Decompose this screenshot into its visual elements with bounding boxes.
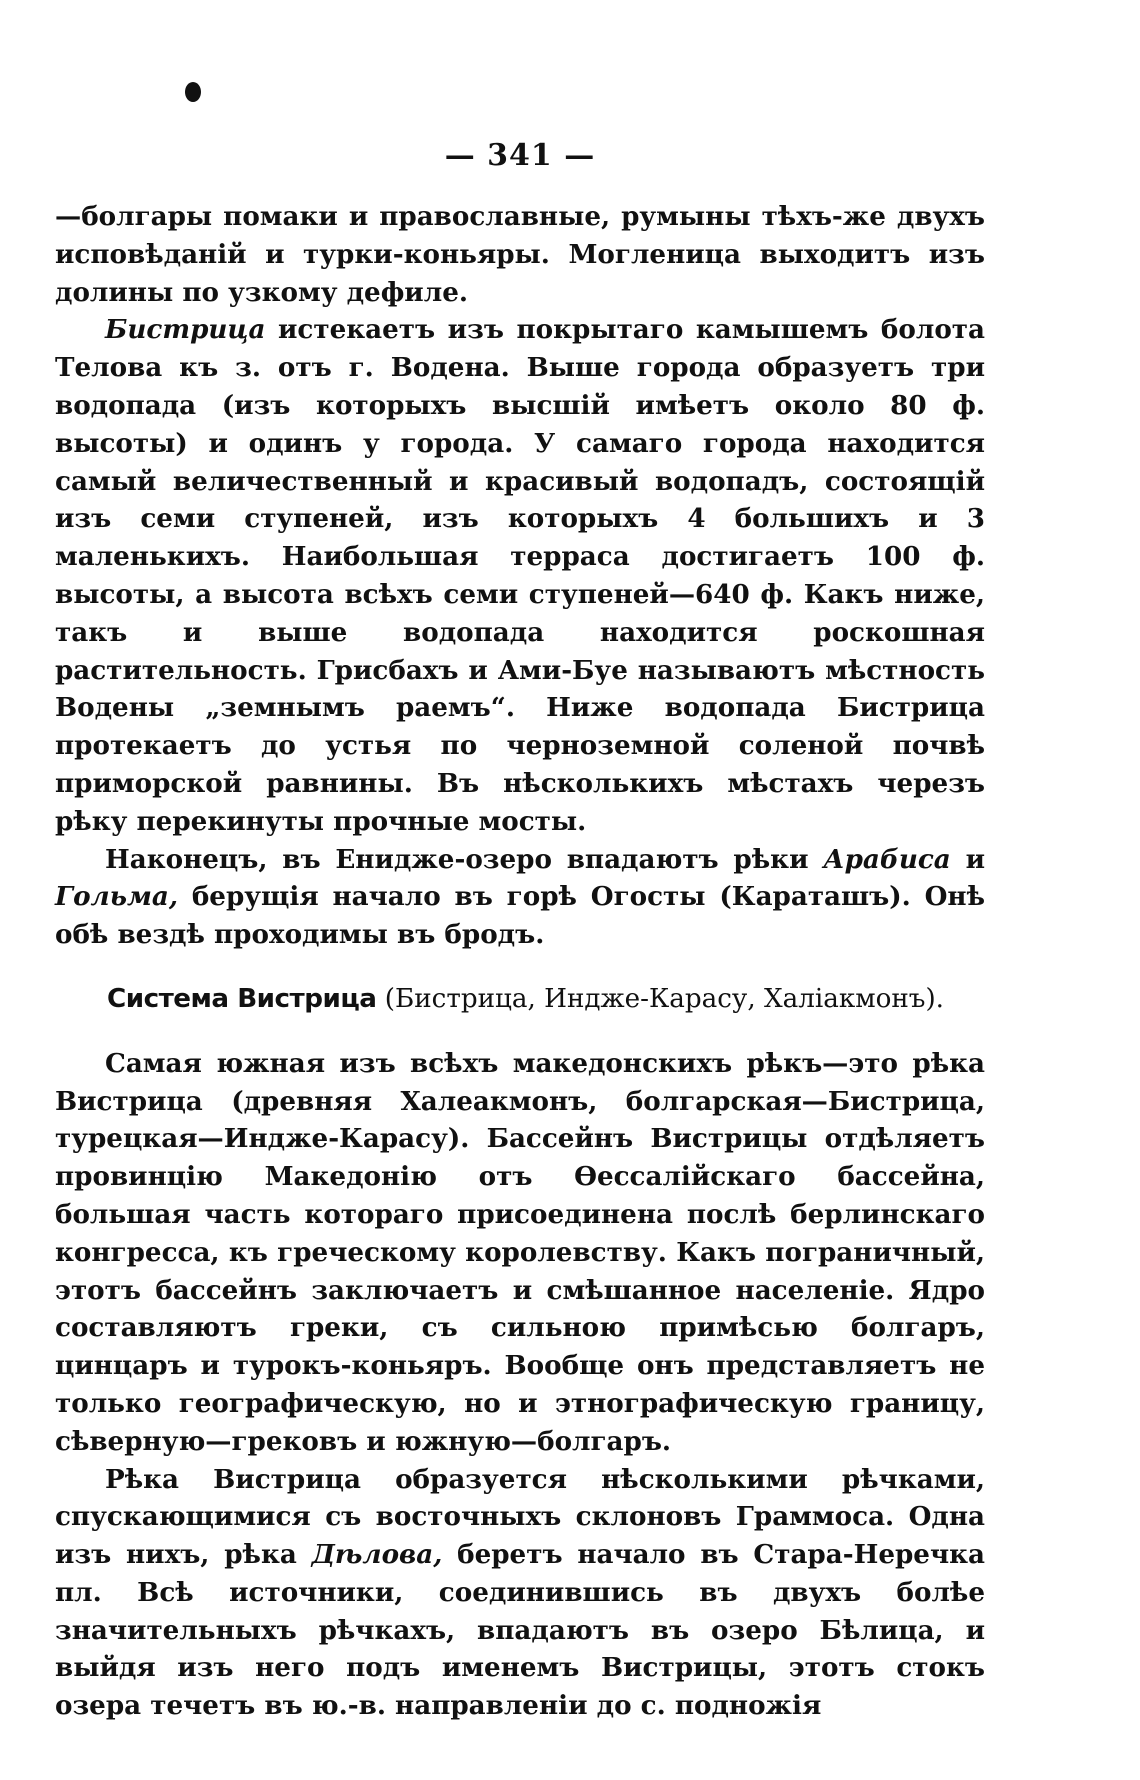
page-number: — 341 — [444,138,596,173]
document-page [55,0,985,1780]
paragraph-2-text: истекаетъ изъ покрытаго камышемъ болота Телова къ з. отъ г. Водена. Выше города образуетъ три водопада (изъ которыхъ высшій имѣетъ около 80 ф. высоты) и одинъ у города. У самаго города находится самый величественный и красивый водопадъ, состоящій изъ семи ступеней, изъ которыхъ 4 большихъ и 3 маленькихъ. Наибольшая терраса достигаетъ 100 ф. высоты, а высота всѣхъ семи ступеней—640 ф. Какъ ниже, такъ и выше водопада находится роскошная растительность. Грисбахъ и Ами-Буе называютъ мѣстность Водены „земнымъ раемъ“. Ниже водопада Бистрица протекаетъ до устья по черноземной соленой почвѣ приморской равнины. Въ нѣсколькихъ мѣстахъ черезъ рѣку перекинуты прочные мосты. [55,314,985,837]
paragraph-3-part2: и [950,843,985,875]
paragraph-3-part1: Наконецъ, въ Енидже-озеро впадаютъ рѣки [105,843,824,875]
river-name-delova: Дѣлова, [311,1539,443,1571]
paragraph-1-text: —болгары помаки и православные, румыны тѣхъ-же двухъ исповѣданій и турки-коньяры. Могленица выходитъ изъ долины по узкому дефиле. [55,201,985,308]
section-subtitle: (Бистрица, Индже-Карасу, Халіакмонъ). [376,983,945,1014]
paragraph-4-text: Самая южная изъ всѣхъ македонскихъ рѣкъ—это рѣка Вистрица (древняя Халеакмонъ, болгарская—Бистрица, турецкая—Индже-Карасу). Бассейнъ Вистрицы отдѣляетъ провинцію Македонію отъ Ѳессалійскаго бассейна, большая часть котораго присоединена послѣ берлинскаго конгресса, къ греческому королевству. Какъ пограничный, этотъ бассейнъ заключаетъ и смѣшанное населеніе. Ядро составляютъ греки, съ сильною примѣсью болгаръ, цинцаръ и турокъ-коньяръ. Вообще онъ представляетъ не только географическую, но и этнографическую границу, сѣверную—грековъ и южную—болгаръ. [55,1047,985,1457]
paragraph-2 [55,311,985,840]
paragraph-5 [55,1461,985,1726]
ink-blot [185,82,201,102]
river-name-arabisa: Арабиса [823,843,951,875]
paragraph-5-part2: беретъ начало въ Стара-Неречка пл. Всѣ источники, соединившись въ двухъ болѣе значительныхъ рѣчкахъ, впадаютъ въ озеро Бѣлица, и выйдя изъ него подъ именемъ Вистрицы, этотъ стокъ озера течетъ въ ю.-в. направленіи до с. подножія [55,1539,986,1722]
paragraph-4 [55,1045,985,1461]
river-name-golma: Гольма, [55,881,178,913]
section-title: Система Вистрица [107,983,377,1014]
paragraph-5-part1: Рѣка Вистрица образуется нѣсколькими рѣчками, спускающимися съ восточныхъ склоновъ Граммоса. Одна изъ нихъ, рѣка [55,1463,985,1571]
river-name-bistrica: Бистрица [105,314,266,346]
body-text [55,198,985,1725]
paragraph-3 [55,841,985,954]
paragraph-1 [55,198,985,311]
paragraph-3-part3: берущія начало въ горѣ Огосты (Караташъ). Онѣ обѣ вездѣ проходимы въ бродъ. [55,881,985,951]
section-heading [55,980,985,1019]
